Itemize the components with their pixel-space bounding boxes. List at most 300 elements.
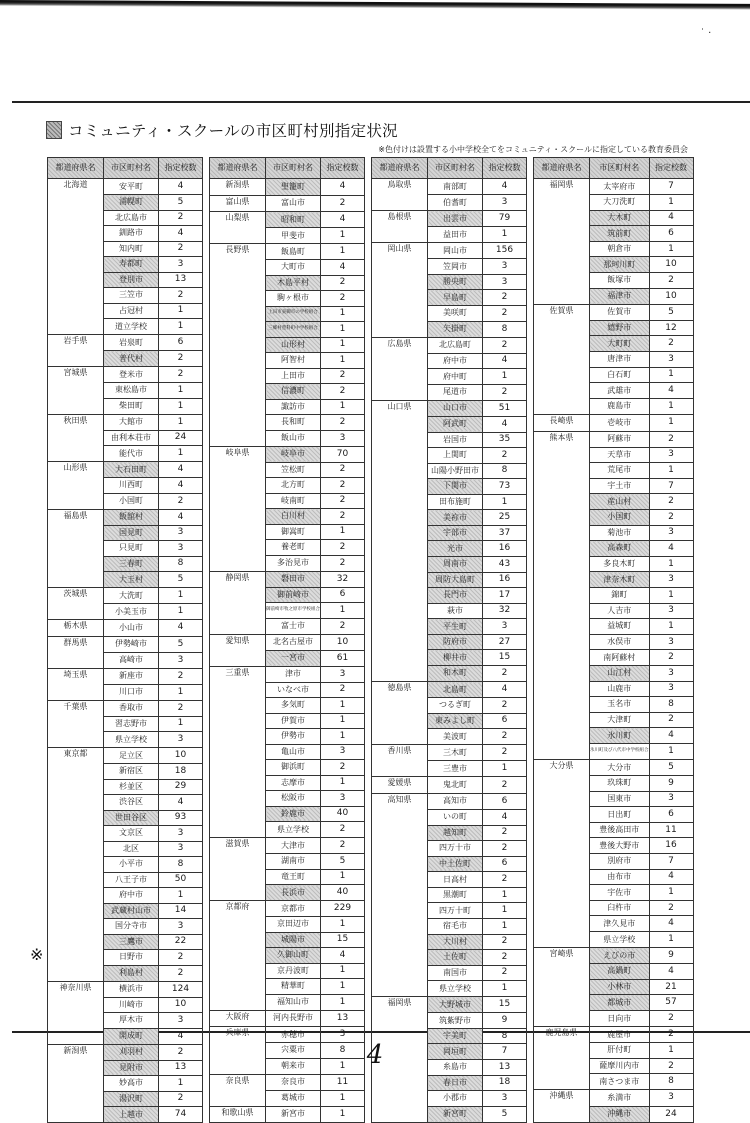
municipality-cell-highlighted: 世田谷区 (104, 810, 159, 826)
municipality-cell: 益田市 (428, 227, 483, 243)
header-municipality: 市区町村名 (266, 158, 321, 179)
school-count-cell: 1 (321, 337, 365, 353)
table-row (534, 948, 694, 964)
school-count-cell: 1 (483, 918, 527, 934)
prefecture-cell (48, 556, 104, 572)
table-row (372, 195, 527, 211)
school-count-cell: 7 (483, 1044, 527, 1060)
table-row (372, 211, 527, 227)
school-count-cell: 1 (321, 1090, 365, 1106)
table-row (534, 587, 694, 603)
municipality-cell: 小山市 (104, 620, 159, 637)
prefecture-cell (48, 288, 104, 304)
prefecture-cell (210, 822, 266, 838)
table-row (372, 1106, 527, 1122)
school-count-cell: 4 (649, 869, 693, 885)
municipality-cell: 笠松町 (266, 462, 321, 478)
municipality-cell: 川崎市 (104, 997, 159, 1013)
school-count-cell: 3 (649, 791, 693, 807)
table-row (210, 1010, 365, 1027)
table-row (534, 195, 694, 211)
prefecture-cell: 愛知県 (210, 634, 266, 650)
table-row (372, 1013, 527, 1029)
table-row (372, 525, 527, 541)
municipality-cell: 阿蘇市 (590, 431, 650, 447)
table-row (48, 981, 203, 997)
table-row (534, 414, 694, 431)
prefecture-cell (534, 869, 590, 885)
school-count-cell: 2 (159, 351, 203, 367)
table-row (210, 195, 365, 212)
municipality-cell: 釧路市 (104, 226, 159, 242)
school-count-cell: 3 (649, 603, 693, 619)
school-count-cell: 21 (649, 979, 693, 995)
municipality-cell: 伊勢崎市 (104, 636, 159, 652)
municipality-cell-highlighted: 那珂川町 (590, 257, 650, 273)
table-row (48, 556, 203, 572)
table-row (534, 776, 694, 792)
table-row (534, 257, 694, 273)
table-row (372, 494, 527, 510)
table-row (534, 210, 694, 226)
municipality-cell: 鬼北町 (428, 777, 483, 794)
table-row (48, 288, 203, 304)
school-count-cell: 15 (483, 650, 527, 666)
municipality-cell: 占冠村 (104, 303, 159, 319)
prefecture-cell: 宮城県 (48, 367, 104, 383)
municipality-cell-highlighted: 久御山町 (266, 948, 321, 964)
municipality-cell: 菊池市 (590, 525, 650, 541)
municipality-cell: 小郡市 (428, 1091, 483, 1107)
prefecture-cell (372, 494, 428, 510)
table-row (48, 965, 203, 981)
table-row (534, 1010, 694, 1026)
prefecture-cell (210, 760, 266, 776)
municipality-cell: 阿智村 (266, 353, 321, 369)
school-count-cell: 1 (649, 367, 693, 383)
municipality-cell: 御前崎市牧之原市学校組合 (266, 603, 321, 619)
school-count-cell: 1 (321, 869, 365, 885)
school-count-cell: 2 (321, 509, 365, 525)
school-count-cell: 3 (159, 1013, 203, 1029)
table-row (210, 729, 365, 745)
prefecture-cell (372, 1013, 428, 1029)
table-row (372, 841, 527, 857)
prefecture-cell (372, 463, 428, 479)
municipality-cell: 岩泉町 (104, 335, 159, 351)
school-count-cell: 2 (483, 825, 527, 841)
prefecture-cell (372, 588, 428, 604)
prefecture-cell: 栃木県 (48, 620, 104, 637)
table-row (534, 964, 694, 980)
prefecture-cell (534, 728, 590, 744)
table-row (372, 793, 527, 809)
school-count-cell: 1 (321, 917, 365, 933)
table-row (210, 587, 365, 603)
table-row (48, 1091, 203, 1107)
prefecture-cell (210, 322, 266, 338)
prefecture-cell (48, 1013, 104, 1029)
table-row (210, 603, 365, 619)
prefecture-cell (534, 398, 590, 414)
table-row (534, 697, 694, 713)
municipality-cell: 萩市 (428, 603, 483, 619)
header-school-count: 指定校数 (649, 158, 693, 179)
prefecture-cell (210, 854, 266, 870)
designation-tables (47, 157, 694, 1123)
school-count-cell: 10 (321, 634, 365, 650)
table-row (534, 525, 694, 541)
municipality-cell: 諏訪市 (266, 399, 321, 415)
school-count-cell: 1 (649, 587, 693, 603)
municipality-cell: 東松島市 (104, 383, 159, 399)
table-row (48, 872, 203, 888)
prefecture-cell (48, 241, 104, 257)
municipality-cell: 高知市 (428, 793, 483, 809)
prefecture-cell (372, 650, 428, 666)
header-school-count: 指定校数 (321, 158, 365, 179)
table-row (210, 1106, 365, 1123)
table-row (534, 288, 694, 304)
school-count-cell: 4 (483, 810, 527, 826)
prefecture-cell (210, 682, 266, 698)
prefecture-cell (372, 369, 428, 385)
prefecture-cell (210, 603, 266, 619)
prefecture-cell (534, 1010, 590, 1026)
prefecture-cell (210, 587, 266, 603)
school-count-cell: 10 (159, 748, 203, 764)
table-row (48, 764, 203, 780)
prefecture-cell (534, 1106, 590, 1122)
table-row (534, 494, 694, 510)
municipality-cell: 日高村 (428, 872, 483, 888)
table-row (210, 963, 365, 979)
table-row (48, 826, 203, 842)
municipality-cell-highlighted: 上田市東御市の学校組合 (266, 306, 321, 322)
table-row (48, 446, 203, 462)
municipality-cell-highlighted: 上越市 (104, 1107, 159, 1123)
school-count-cell: 2 (159, 965, 203, 981)
school-count-cell: 1 (321, 353, 365, 369)
table-row (372, 1091, 527, 1107)
prefecture-cell: 岐阜県 (210, 446, 266, 462)
prefecture-cell (372, 259, 428, 275)
municipality-cell: 香取市 (104, 700, 159, 716)
school-count-cell: 1 (321, 399, 365, 415)
school-count-cell: 3 (159, 826, 203, 842)
school-count-cell: 3 (649, 447, 693, 463)
school-count-cell: 2 (483, 965, 527, 981)
school-count-cell: 70 (321, 446, 365, 462)
table-row (210, 885, 365, 901)
municipality-cell-highlighted: 登別市 (104, 272, 159, 288)
prefecture-cell (210, 384, 266, 400)
prefecture-cell (534, 288, 590, 304)
school-count-cell: 1 (159, 398, 203, 414)
prefecture-cell (534, 791, 590, 807)
prefecture-cell (534, 743, 590, 759)
prefecture-cell (48, 319, 104, 335)
prefecture-cell (48, 493, 104, 509)
school-count-cell: 1 (321, 979, 365, 995)
municipality-cell-highlighted: 高鍋町 (590, 964, 650, 980)
scan-speck: ˙ · (700, 28, 712, 39)
school-count-cell: 8 (649, 697, 693, 713)
school-count-cell: 7 (649, 854, 693, 870)
school-count-cell: 40 (321, 806, 365, 822)
table-row (210, 244, 365, 260)
table-row (372, 557, 527, 573)
prefecture-cell (534, 556, 590, 572)
table-group-1 (47, 157, 203, 1123)
table-row (534, 791, 694, 807)
municipality-cell: 高崎市 (104, 652, 159, 668)
municipality-cell-highlighted: 防府市 (428, 634, 483, 650)
prefecture-cell (210, 1090, 266, 1106)
table-row (48, 367, 203, 383)
prefecture-cell (210, 948, 266, 964)
prefecture-cell (48, 965, 104, 981)
table-row (534, 1074, 694, 1090)
municipality-cell: 錦町 (590, 587, 650, 603)
table-row (372, 856, 527, 872)
school-count-cell: 4 (483, 682, 527, 698)
header-municipality: 市区町村名 (428, 158, 483, 179)
school-count-cell: 1 (649, 743, 693, 759)
prefecture-cell: 福島県 (48, 509, 104, 525)
table-row (48, 919, 203, 935)
school-count-cell: 5 (159, 572, 203, 588)
school-count-cell: 2 (321, 822, 365, 838)
school-count-cell: 2 (483, 306, 527, 322)
school-count-cell: 13 (321, 1010, 365, 1027)
table-row (48, 934, 203, 950)
margin-asterisk-mark: ※ (30, 945, 44, 964)
table-row (48, 779, 203, 795)
school-count-cell: 2 (483, 872, 527, 888)
school-count-cell: 2 (483, 745, 527, 761)
prefecture-cell (210, 540, 266, 556)
prefecture-cell (210, 275, 266, 291)
prefecture-cell: 新潟県 (210, 179, 266, 196)
school-count-cell: 3 (321, 791, 365, 807)
school-count-cell: 3 (483, 259, 527, 275)
prefecture-cell (48, 684, 104, 700)
municipality-cell-highlighted: 山形村 (266, 337, 321, 353)
table-row (534, 932, 694, 948)
municipality-cell: 筑紫野市 (428, 1013, 483, 1029)
municipality-cell: 甲斐市 (266, 228, 321, 244)
prefecture-cell (210, 260, 266, 276)
school-count-cell: 10 (649, 257, 693, 273)
table-row (210, 478, 365, 494)
school-count-cell: 3 (483, 1091, 527, 1107)
prefecture-cell (534, 603, 590, 619)
prefecture-cell (48, 446, 104, 462)
prefecture-cell (210, 399, 266, 415)
school-count-cell: 11 (321, 1074, 365, 1090)
municipality-cell-highlighted: 光市 (428, 541, 483, 557)
municipality-cell: 県立学校 (428, 981, 483, 997)
prefecture-cell (48, 478, 104, 494)
table-row (48, 493, 203, 509)
municipality-cell: 糸島市 (428, 1060, 483, 1076)
prefecture-cell (534, 916, 590, 932)
table-row (534, 885, 694, 901)
school-count-cell: 24 (649, 1106, 693, 1122)
municipality-cell: 美咲町 (428, 306, 483, 322)
school-count-cell: 229 (321, 901, 365, 917)
prefecture-cell: 静岡県 (210, 571, 266, 587)
prefecture-cell (48, 1107, 104, 1123)
school-count-cell: 4 (321, 260, 365, 276)
prefecture-cell (48, 572, 104, 588)
municipality-cell-highlighted: 普代村 (104, 351, 159, 367)
table-row (372, 918, 527, 934)
prefecture-cell (372, 306, 428, 322)
school-count-cell: 4 (159, 226, 203, 242)
municipality-cell: 小国町 (104, 493, 159, 509)
municipality-cell: 鹿島市 (590, 398, 650, 414)
municipality-cell: 薩摩川内市 (590, 1058, 650, 1074)
municipality-cell: 朝倉市 (590, 241, 650, 257)
municipality-cell: 岐南町 (266, 493, 321, 509)
municipality-cell: 湖南市 (266, 854, 321, 870)
school-count-cell: 12 (649, 320, 693, 336)
school-count-cell: 2 (321, 415, 365, 431)
school-count-cell: 1 (321, 994, 365, 1010)
prefecture-cell: 愛媛県 (372, 777, 428, 794)
municipality-cell: 宇土市 (590, 478, 650, 494)
municipality-cell: 御浜町 (266, 760, 321, 776)
table-row (372, 400, 527, 416)
municipality-cell: 尾道市 (428, 384, 483, 400)
table-row (210, 337, 365, 353)
table-row (210, 228, 365, 244)
prefecture-cell (48, 903, 104, 919)
municipality-cell: 伊賀市 (266, 713, 321, 729)
table-row (372, 259, 527, 275)
municipality-cell: 南部町 (428, 179, 483, 195)
header-row (534, 158, 694, 179)
prefecture-cell (372, 384, 428, 400)
municipality-cell: 長和町 (266, 415, 321, 431)
municipality-cell: 大分市 (590, 759, 650, 775)
school-count-cell: 2 (483, 665, 527, 681)
prefecture-cell: 新潟県 (48, 1044, 104, 1060)
school-count-cell: 1 (159, 684, 203, 700)
municipality-cell-highlighted: 長門市 (428, 588, 483, 604)
school-count-cell: 2 (321, 275, 365, 291)
municipality-cell-highlighted: 春日市 (428, 1075, 483, 1091)
school-count-cell: 1 (483, 227, 527, 243)
municipality-cell: 足立区 (104, 748, 159, 764)
municipality-cell: 南国市 (428, 965, 483, 981)
prefecture-cell (210, 228, 266, 244)
prefecture-cell (372, 448, 428, 464)
school-count-cell: 2 (159, 700, 203, 716)
school-count-cell: 4 (321, 948, 365, 964)
prefecture-cell (48, 841, 104, 857)
table-row (48, 997, 203, 1013)
table-row (48, 525, 203, 541)
school-count-cell: 1 (321, 1106, 365, 1123)
school-count-cell: 9 (649, 948, 693, 964)
prefecture-cell (48, 383, 104, 399)
municipality-cell-highlighted: 山江村 (590, 665, 650, 681)
prefecture-cell (210, 650, 266, 666)
table-row (48, 888, 203, 904)
school-count-cell: 1 (321, 603, 365, 619)
municipality-cell-highlighted: えびの市 (590, 948, 650, 964)
school-count-cell: 2 (483, 841, 527, 857)
municipality-cell-highlighted: 三鷹市 (104, 934, 159, 950)
table-row (534, 273, 694, 289)
prefecture-cell (210, 618, 266, 634)
table-row (534, 665, 694, 681)
table-row (534, 1090, 694, 1106)
table-row (48, 303, 203, 319)
prefecture-cell (372, 981, 428, 997)
table-row (210, 415, 365, 431)
prefecture-cell (48, 226, 104, 242)
school-count-cell: 1 (321, 963, 365, 979)
table-row (210, 260, 365, 276)
header-prefecture: 都道府県名 (372, 158, 428, 179)
table-row (210, 353, 365, 369)
prefecture-cell: 滋賀県 (210, 838, 266, 854)
prefecture-cell (48, 430, 104, 446)
prefecture-cell: 鳥取県 (372, 179, 428, 195)
table-row (372, 416, 527, 432)
table-row (210, 322, 365, 338)
municipality-cell: 三笠市 (104, 288, 159, 304)
school-count-cell: 1 (649, 398, 693, 414)
school-count-cell: 2 (159, 288, 203, 304)
municipality-cell: 志摩市 (266, 775, 321, 791)
school-count-cell: 4 (649, 383, 693, 399)
prefecture-cell (210, 869, 266, 885)
municipality-cell-highlighted: 寿都町 (104, 257, 159, 273)
prefecture-cell (210, 555, 266, 571)
school-count-cell: 18 (159, 764, 203, 780)
prefecture-cell (210, 994, 266, 1010)
municipality-cell: 竜王町 (266, 869, 321, 885)
prefecture-cell: 京都府 (210, 901, 266, 917)
school-count-cell: 2 (321, 682, 365, 698)
school-count-cell: 1 (159, 303, 203, 319)
municipality-cell-highlighted: 白川村 (266, 509, 321, 525)
school-count-cell: 2 (649, 1010, 693, 1026)
table-row (210, 979, 365, 995)
school-count-cell: 1 (649, 1043, 693, 1059)
school-count-cell: 2 (321, 384, 365, 400)
school-count-cell: 50 (159, 872, 203, 888)
table-row (534, 759, 694, 775)
school-count-cell: 2 (159, 241, 203, 257)
prefecture-cell: 岡山県 (372, 243, 428, 259)
prefecture-cell (210, 806, 266, 822)
header-school-count: 指定校数 (159, 158, 203, 179)
municipality-cell: 県立学校 (104, 732, 159, 748)
municipality-cell-highlighted: 浦幌町 (104, 195, 159, 211)
prefecture-cell (372, 479, 428, 495)
school-count-cell: 4 (159, 478, 203, 494)
municipality-cell: 松阪市 (266, 791, 321, 807)
table-row (372, 777, 527, 794)
municipality-cell: 宿毛市 (428, 918, 483, 934)
municipality-cell: 国東市 (590, 791, 650, 807)
